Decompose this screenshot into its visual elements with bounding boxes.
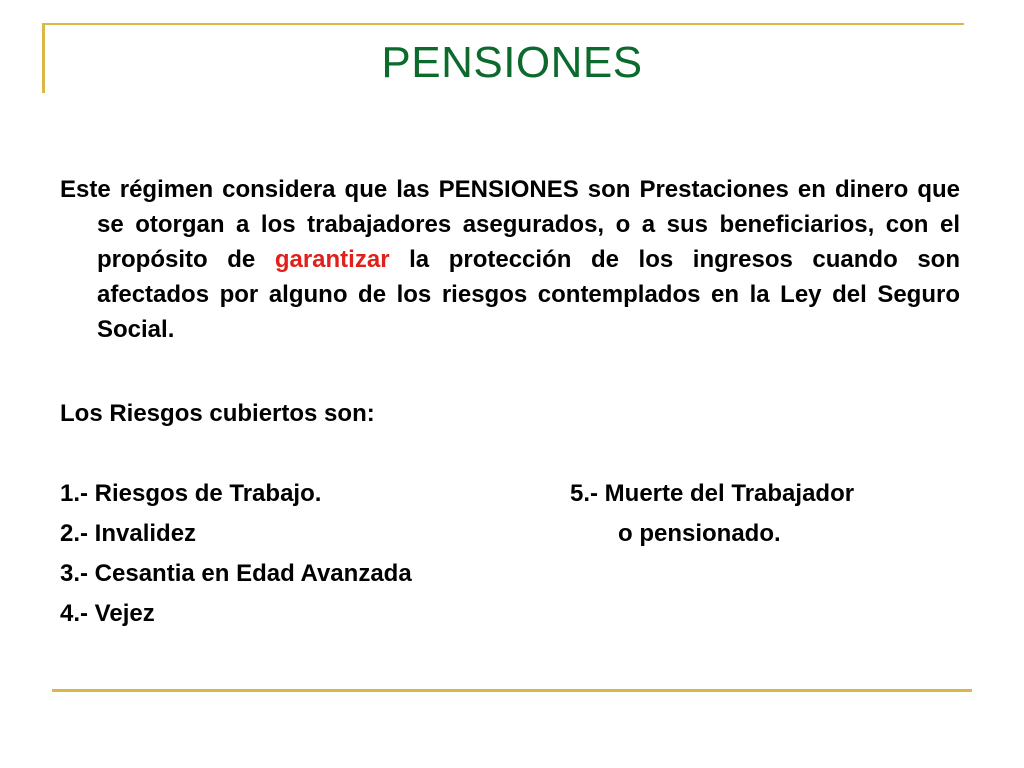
risk-item-5-line-1: 5.- Muerte del Trabajador xyxy=(570,480,855,507)
risk-item-4: 4.- Vejez xyxy=(60,600,155,627)
risk-item-3: 3.- Cesantia en Edad Avanzada xyxy=(60,560,412,587)
slide-title: PENSIONES xyxy=(381,38,643,87)
paragraph-highlight: garantizar xyxy=(274,246,390,273)
risk-item-5-line-2: o pensionado. xyxy=(618,520,781,547)
frame-top-line xyxy=(42,23,964,25)
frame-bottom-line xyxy=(52,689,972,692)
paragraph-text-after: la protección de los ingresos cuando son afectados por alguno de los riesgos contemplados en la Ley del Seguro Social. xyxy=(97,246,961,343)
risks-heading: Los Riesgos cubiertos son: xyxy=(60,400,375,427)
risk-item-2: 2.- Invalidez xyxy=(60,520,197,547)
paragraph-text-before: Este régimen considera que las PENSIONES son Prestaciones en dinero que se otorgan a los trabajadores asegurados, o a sus beneficiarios, con el propósito de xyxy=(60,176,960,273)
slide-content xyxy=(60,172,961,627)
pensions-definition-paragraph xyxy=(60,172,960,347)
risk-item-1: 1.- Riesgos de Trabajo. xyxy=(60,480,322,507)
